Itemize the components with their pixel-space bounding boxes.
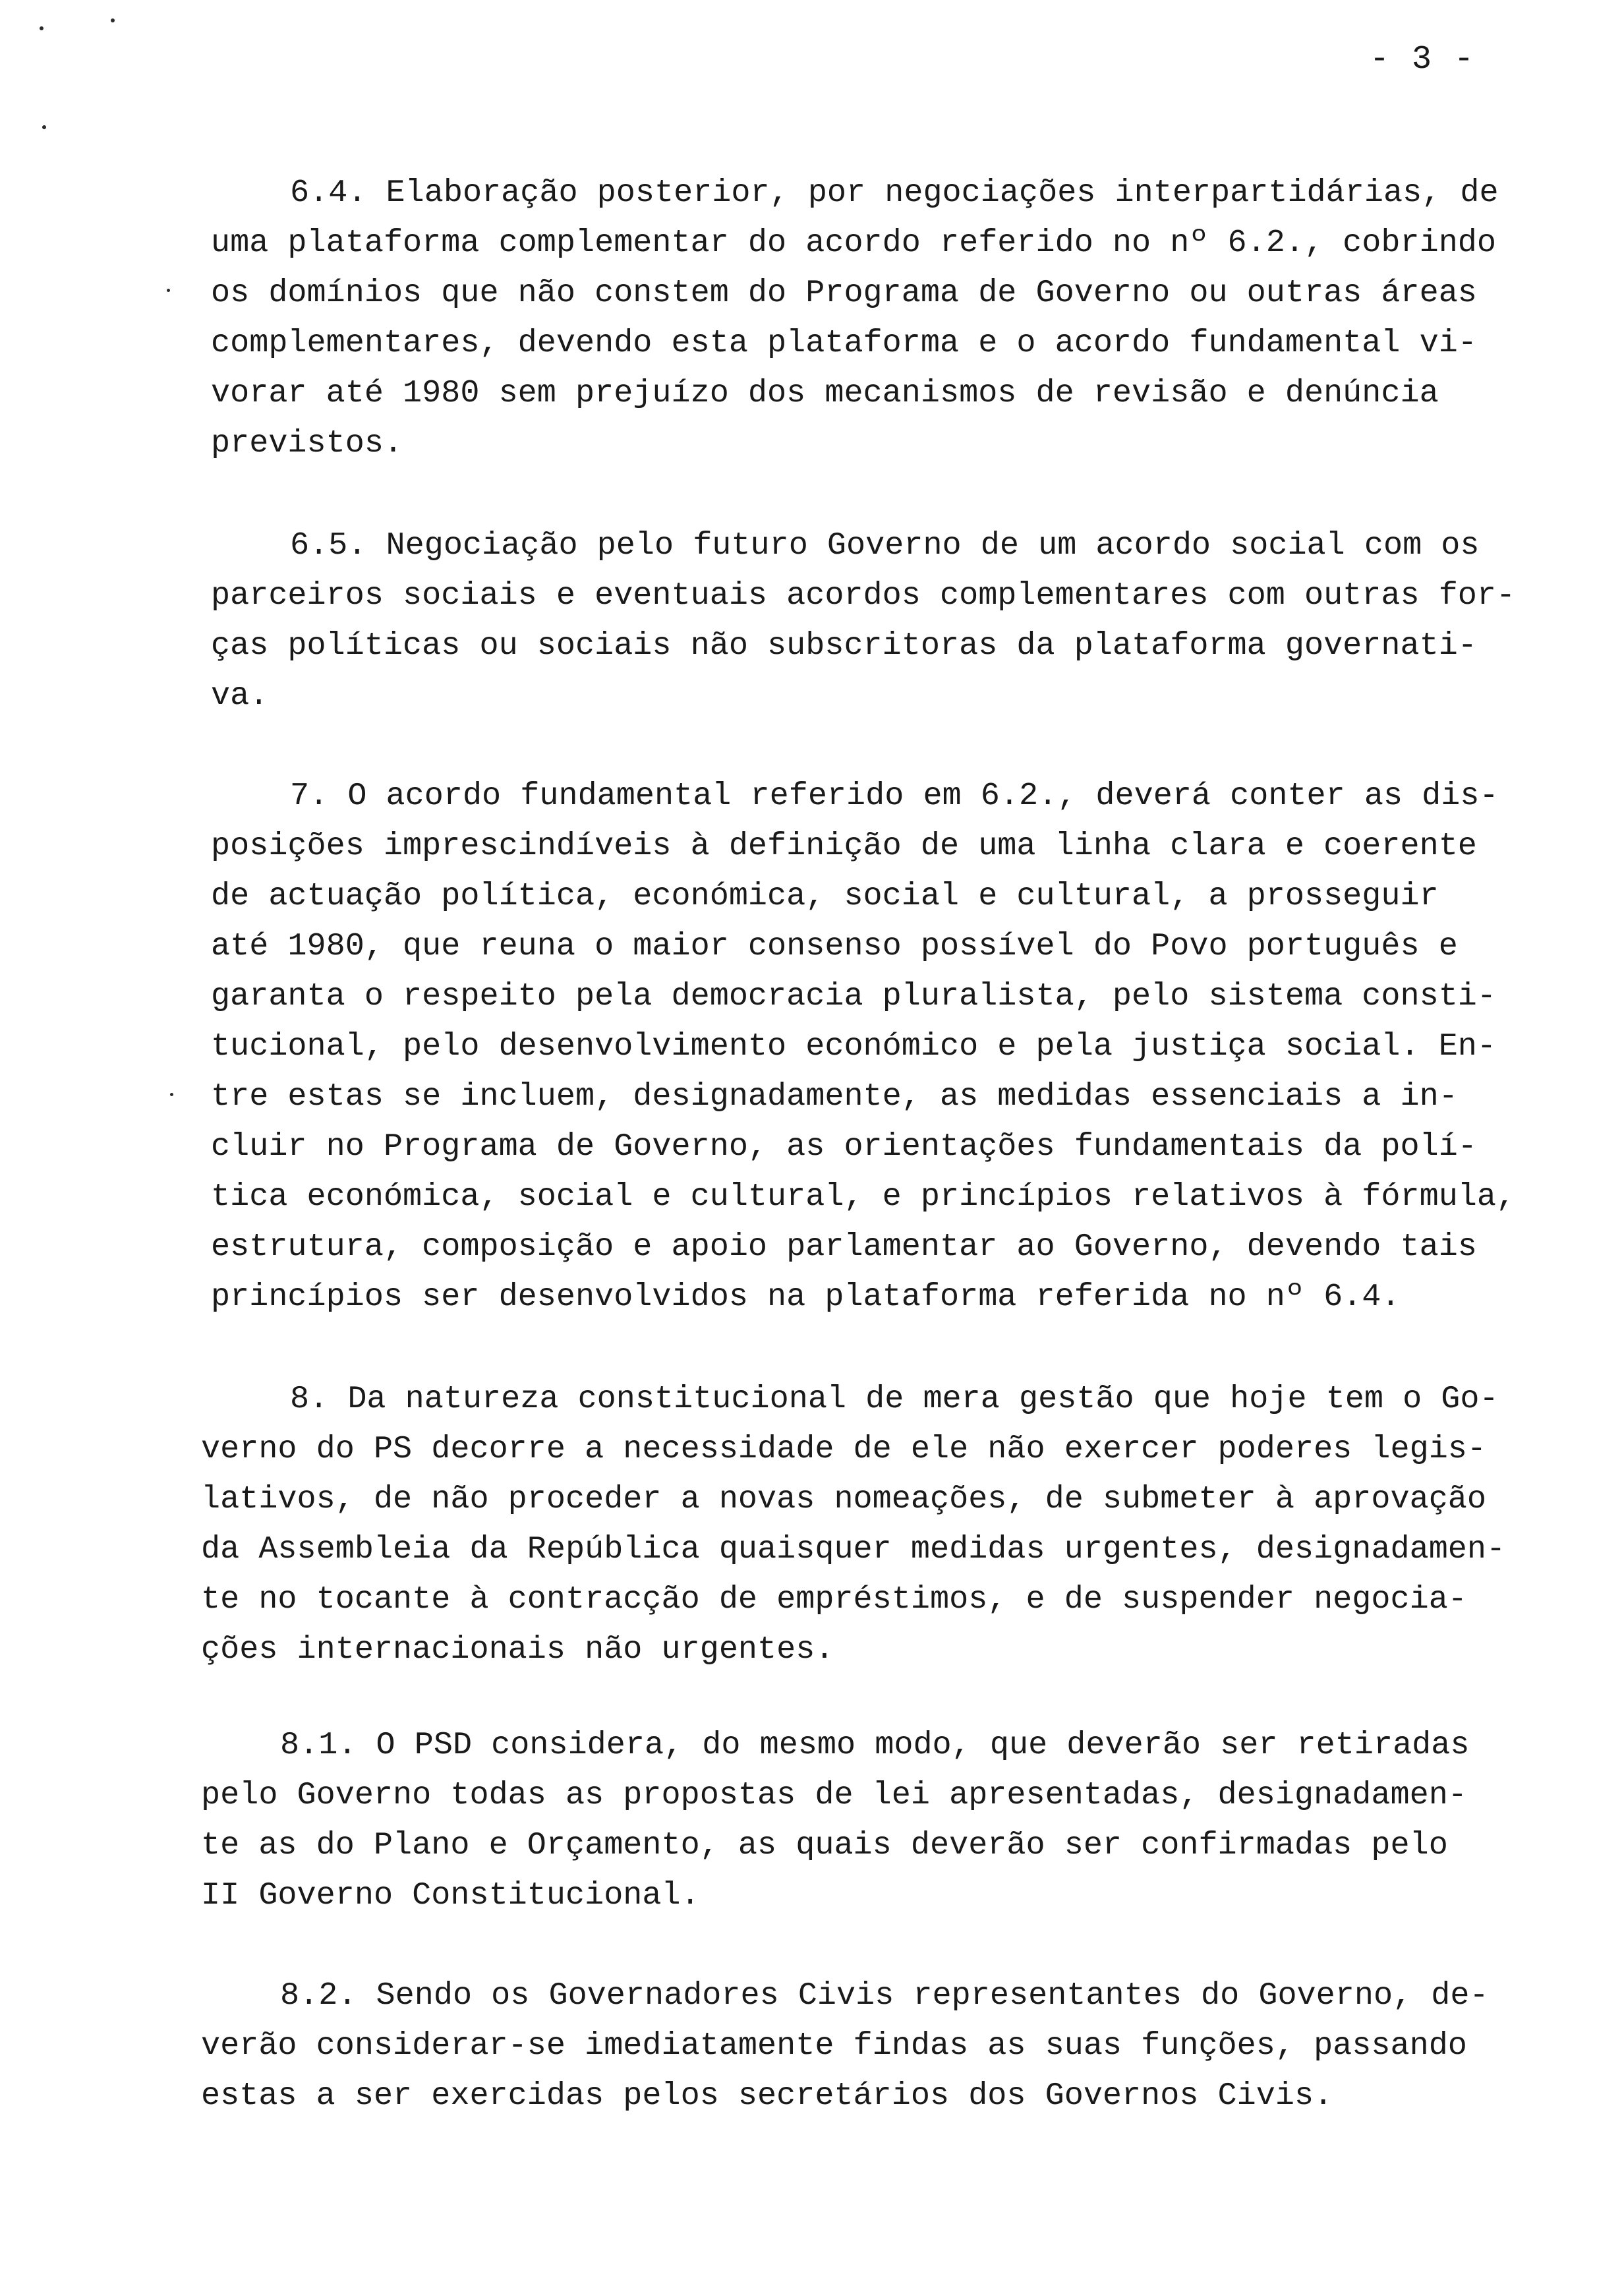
text-line: te no tocante à contracção de empréstimos, e de suspender negocia- [201, 1581, 1467, 1618]
text-line: ções internacionais não urgentes. [201, 1631, 834, 1668]
page-number: - 3 - [1370, 41, 1476, 78]
scan-speck [42, 125, 46, 129]
text-line: tucional, pelo desenvolvimento económico e pela justiça social. En- [211, 1028, 1497, 1065]
text-line: estas a ser exercidas pelos secretários dos Governos Civis. [201, 2078, 1333, 2114]
text-line: 8.1. O PSD considera, do mesmo modo, que deverão ser retiradas [280, 1727, 1470, 1763]
scan-speck [170, 1093, 173, 1096]
text-line: 6.4. Elaboração posterior, por negociações interpartidárias, de [290, 175, 1499, 211]
text-line: uma plataforma complementar do acordo referido no nº 6.2., cobrindo [211, 225, 1497, 261]
text-line: cluir no Programa de Governo, as orientações fundamentais da polí- [211, 1128, 1477, 1165]
text-line: 6.5. Negociação pelo futuro Governo de um acordo social com os [290, 527, 1480, 564]
text-line: 7. O acordo fundamental referido em 6.2., deverá conter as dis- [290, 778, 1499, 814]
text-line: complementares, devendo esta plataforma e o acordo fundamental vi- [211, 325, 1477, 361]
text-line: previstos. [211, 425, 403, 461]
text-line: te as do Plano e Orçamento, as quais deverão ser confirmadas pelo [201, 1827, 1448, 1863]
text-line: de actuação política, económica, social e cultural, a prosseguir [211, 878, 1439, 914]
text-line: tre estas se incluem, designadamente, as medidas essenciais a in- [211, 1078, 1458, 1115]
text-line: ças políticas ou sociais não subscritoras da plataforma governati- [211, 628, 1477, 664]
text-line: II Governo Constitucional. [201, 1877, 700, 1913]
text-line: verno do PS decorre a necessidade de ele não exercer poderes legis- [201, 1431, 1487, 1467]
text-line: garanta o respeito pela democracia pluralista, pelo sistema consti- [211, 978, 1497, 1014]
text-line: parceiros sociais e eventuais acordos complementares com outras for- [211, 577, 1516, 614]
text-line: até 1980, que reuna o maior consenso possível do Povo português e [211, 928, 1458, 964]
text-line: princípios ser desenvolvidos na plataforma referida no nº 6.4. [211, 1279, 1401, 1315]
scan-speck [40, 26, 44, 30]
text-line: pelo Governo todas as propostas de lei apresentadas, designadamen- [201, 1777, 1467, 1813]
text-line: verão considerar-se imediatamente findas as suas funções, passando [201, 2028, 1467, 2064]
text-line: 8.2. Sendo os Governadores Civis representantes do Governo, de- [280, 1977, 1489, 2014]
text-line: 8. Da natureza constitucional de mera gestão que hoje tem o Go- [290, 1381, 1499, 1417]
text-line: va. [211, 678, 269, 714]
text-line: vorar até 1980 sem prejuízo dos mecanismos de revisão e denúncia [211, 375, 1439, 411]
text-line: tica económica, social e cultural, e princípios relativos à fórmula, [211, 1179, 1516, 1215]
scan-speck [111, 18, 115, 22]
scan-speck [167, 289, 170, 292]
text-line: lativos, de não proceder a novas nomeações, de submeter à aprovação [201, 1481, 1487, 1517]
text-line: posições imprescindíveis à definição de uma linha clara e coerente [211, 828, 1477, 864]
text-line: estrutura, composição e apoio parlamentar ao Governo, devendo tais [211, 1229, 1477, 1265]
text-line: da Assembleia da República quaisquer medidas urgentes, designadamen- [201, 1531, 1506, 1567]
text-line: os domínios que não constem do Programa de Governo ou outras áreas [211, 275, 1477, 311]
